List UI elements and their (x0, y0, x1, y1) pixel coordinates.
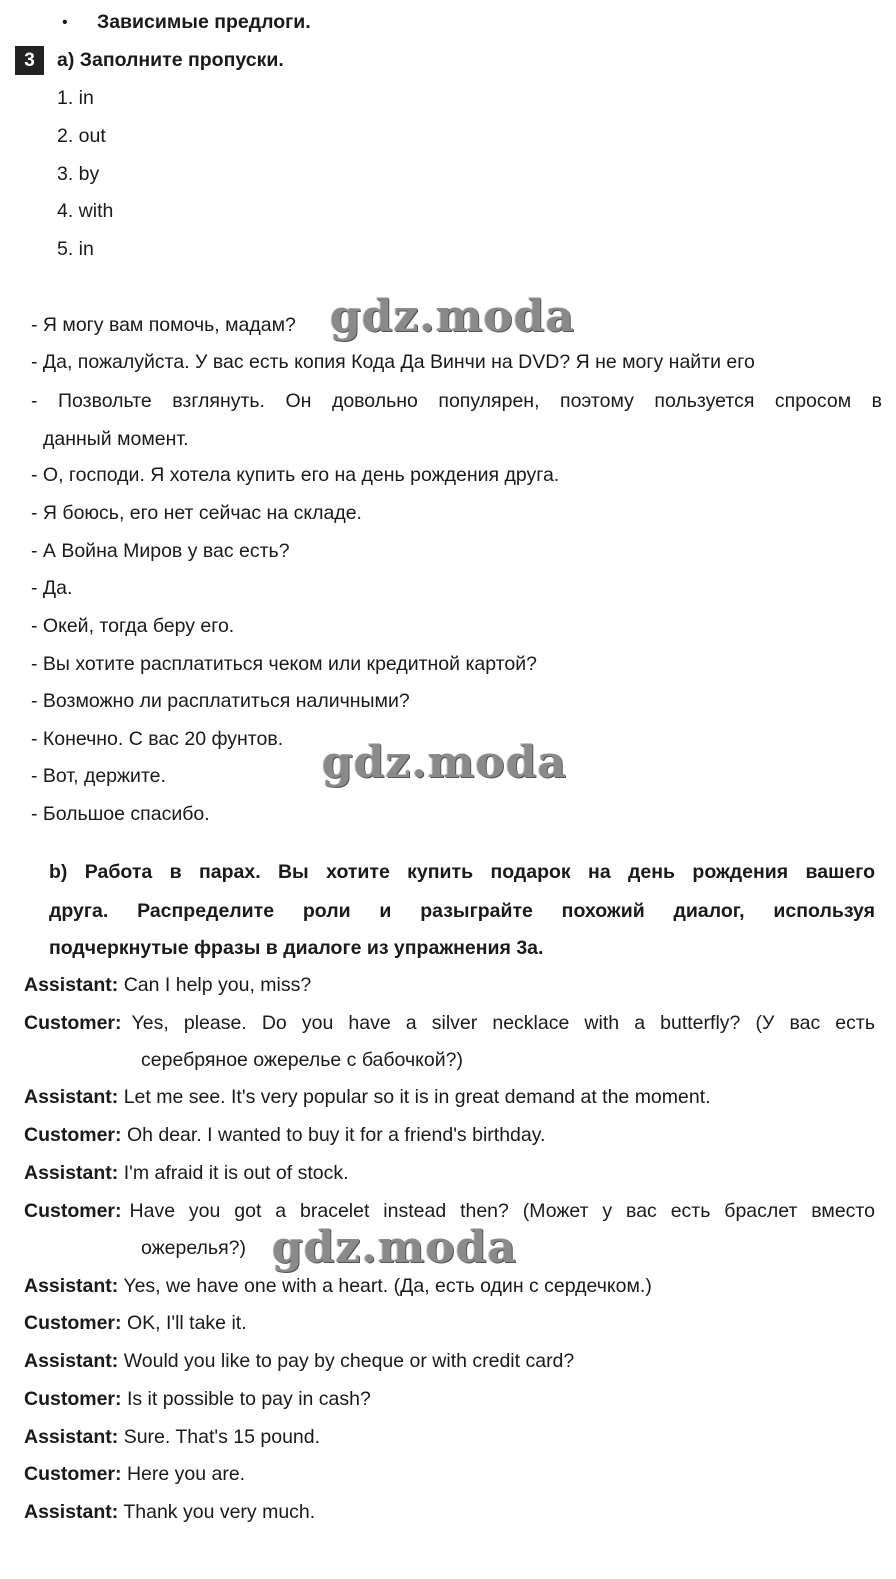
answer-item: 4. with (57, 200, 114, 222)
exercise-number-badge: 3 (15, 46, 44, 75)
speaker-label: Assistant: (24, 1350, 119, 1372)
speaker-text: Would you like to pay by cheque or with credit card? (123, 1350, 575, 1372)
watermark-logo: gdz.moda (322, 737, 568, 788)
watermark-logo: gdz.moda (330, 291, 576, 342)
speaker-text: Have you got a bracelet instead then? (Может у вас есть браслет вместо (129, 1200, 875, 1222)
speaker-text: Can I help you, miss? (123, 974, 312, 996)
answer-item: 5. in (57, 238, 94, 260)
dialogue-ru-line: - Да, пожалуйста. У вас есть копия Кода Да Винчи на DVD? Я не могу найти его (31, 351, 755, 373)
dialogue-ru-line: - Я могу вам помочь, мадам? (31, 314, 296, 336)
speaker-label: Customer: (24, 1388, 122, 1410)
part-b-instruction-line: друга. Распределите роли и разыграйте похожий диалог, используя (49, 900, 875, 922)
speaker-text: OK, I'll take it. (126, 1312, 247, 1334)
speaker-label: Assistant: (24, 1501, 119, 1523)
section-heading: Зависимые предлоги. (97, 11, 311, 33)
dialogue-ru-line: - Я боюсь, его нет сейчас на складе. (31, 502, 362, 524)
bullet-marker: • (62, 14, 68, 31)
dialogue-en-line (24, 1350, 574, 1373)
answer-item: 3. by (57, 163, 100, 185)
speaker-text: Oh dear. I wanted to buy it for a friend's birthday. (126, 1124, 546, 1146)
exercise-part-a-title: a) Заполните пропуски. (57, 49, 284, 71)
dialogue-ru-line: данный момент. (43, 428, 189, 450)
speaker-text: Yes, we have one with a heart. (Да, есть один с сердечком.) (123, 1275, 652, 1297)
speaker-label: Customer: (24, 1312, 122, 1334)
speaker-text-continued: ожерелья?) (141, 1237, 246, 1259)
speaker-text: Sure. That's 15 pound. (123, 1426, 321, 1448)
speaker-label: Assistant: (24, 1162, 119, 1184)
speaker-text: I'm afraid it is out of stock. (123, 1162, 349, 1184)
dialogue-ru-line: - А Война Миров у вас есть? (31, 540, 290, 562)
dialogue-en-line (24, 974, 311, 997)
part-b-instruction-line: b) Работа в парах. Вы хотите купить подарок на день рождения вашего (49, 861, 875, 883)
dialogue-ru-line: - Вот, держите. (31, 765, 166, 787)
dialogue-ru-line: - Вы хотите расплатиться чеком или кредитной картой? (31, 653, 537, 675)
dialogue-ru-line: - Да. (31, 577, 73, 599)
answer-item: 2. out (57, 125, 106, 147)
speaker-label: Customer: (24, 1124, 122, 1146)
answer-item: 1. in (57, 87, 94, 109)
dialogue-en-line (24, 1501, 315, 1524)
dialogue-en-line (24, 1312, 247, 1335)
dialogue-en-line (24, 1463, 245, 1486)
dialogue-ru-line: - Позвольте взглянуть. Он довольно популярен, поэтому пользуется спросом в (31, 390, 882, 412)
speaker-text: Here you are. (126, 1463, 246, 1485)
speaker-label: Assistant: (24, 1086, 119, 1108)
dialogue-ru-line: - О, господи. Я хотела купить его на день рождения друга. (31, 464, 560, 486)
dialogue-en-line (24, 1124, 545, 1147)
part-b-instruction-line: подчеркнутые фразы в диалоге из упражнения 3а. (49, 937, 544, 959)
speaker-label: Customer: (24, 1012, 122, 1034)
dialogue-en-line (24, 1200, 875, 1223)
speaker-label: Customer: (24, 1463, 122, 1485)
speaker-label: Customer: (24, 1200, 122, 1222)
dialogue-en-line (24, 1426, 320, 1449)
speaker-text: Let me see. It's very popular so it is in great demand at the moment. (123, 1086, 711, 1108)
dialogue-ru-line: - Окей, тогда беру его. (31, 615, 235, 637)
dialogue-ru-line: - Большое спасибо. (31, 803, 210, 825)
dialogue-en-line (24, 1012, 875, 1035)
dialogue-en-line (24, 1086, 711, 1109)
dialogue-ru-line: - Возможно ли расплатиться наличными? (31, 690, 410, 712)
dialogue-en-line (24, 1162, 349, 1185)
speaker-label: Assistant: (24, 1426, 119, 1448)
speaker-text: Yes, please. Do you have a silver necklace with a butterfly? (У вас есть (131, 1012, 875, 1034)
dialogue-en-line (24, 1275, 652, 1298)
watermark-logo: gdz.moda (272, 1222, 518, 1273)
speaker-label: Assistant: (24, 1275, 119, 1297)
dialogue-en-line (24, 1388, 371, 1411)
speaker-label: Assistant: (24, 974, 119, 996)
dialogue-ru-line: - Конечно. С вас 20 фунтов. (31, 728, 284, 750)
speaker-text-continued: серебряное ожерелье с бабочкой?) (141, 1049, 463, 1071)
speaker-text: Thank you very much. (123, 1501, 316, 1523)
speaker-text: Is it possible to pay in cash? (126, 1388, 371, 1410)
